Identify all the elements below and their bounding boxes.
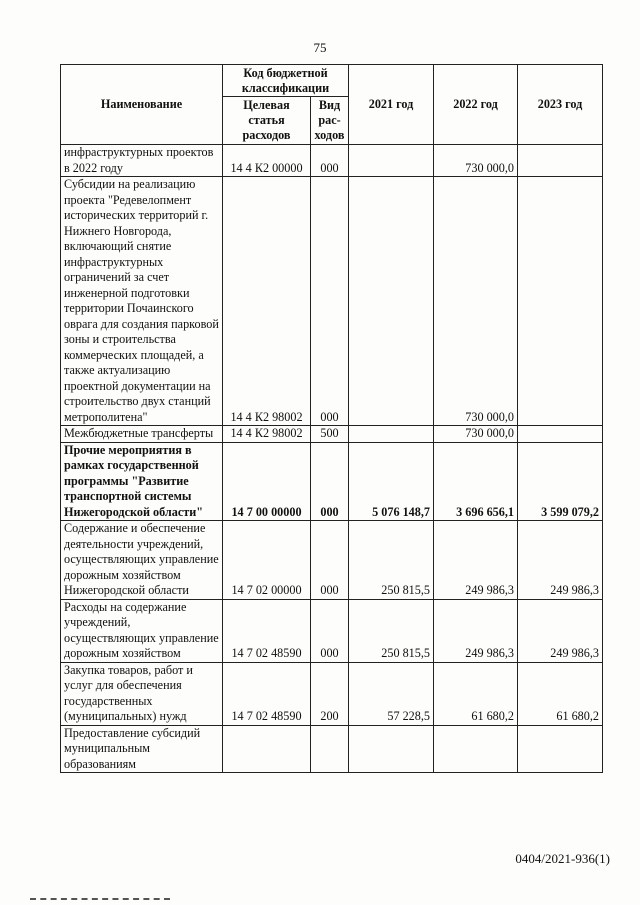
- row-2021: [349, 426, 434, 443]
- row-2021: 5 076 148,7: [349, 442, 434, 521]
- row-code: 14 4 К2 00000: [223, 145, 311, 177]
- header-expense-type: Вид рас-ходов: [311, 97, 349, 145]
- row-vid: 000: [311, 177, 349, 426]
- row-2022: 3 696 656,1: [434, 442, 518, 521]
- row-code: 14 4 К2 98002: [223, 426, 311, 443]
- row-2022: 730 000,0: [434, 426, 518, 443]
- row-2021: [349, 725, 434, 773]
- row-vid: 000: [311, 442, 349, 521]
- row-2022: 249 986,3: [434, 599, 518, 662]
- row-vid: [311, 725, 349, 773]
- table-row: [61, 145, 603, 177]
- row-2023: [518, 145, 603, 177]
- row-2021: [349, 145, 434, 177]
- table-row: [61, 725, 603, 773]
- row-2021: [349, 177, 434, 426]
- row-2023: 61 680,2: [518, 662, 603, 725]
- row-name: Субсидии на реализацию проекта "Редевелопмент исторических территорий г. Нижнего Новгорода, включающий снятие инфраструктурных ограничений за счет инженерной подготовки территории Почаинского оврага для создания парковой зоны и строительства коммерческих площадей, а также актуализацию проектной документации на строительство двух станций метрополитена": [61, 177, 223, 426]
- row-name: Прочие мероприятия в рамках государственной программы "Развитие транспортной системы Нижегородской области": [61, 442, 223, 521]
- header-name: Наименование: [61, 65, 223, 145]
- row-code: 14 7 00 00000: [223, 442, 311, 521]
- row-vid: 500: [311, 426, 349, 443]
- header-2021: 2021 год: [349, 65, 434, 145]
- row-vid: 000: [311, 599, 349, 662]
- row-code: 14 7 02 48590: [223, 662, 311, 725]
- header-2022: 2022 год: [434, 65, 518, 145]
- row-2021: 250 815,5: [349, 521, 434, 600]
- row-name: Содержание и обеспечение деятельности учреждений, осуществляющих управление дорожным хозяйством Нижегородской области: [61, 521, 223, 600]
- header-row: [61, 65, 603, 97]
- row-code: 14 7 02 48590: [223, 599, 311, 662]
- budget-table: [60, 64, 603, 773]
- row-2021: 57 228,5: [349, 662, 434, 725]
- row-2022: [434, 725, 518, 773]
- table-row: [61, 521, 603, 600]
- table-row: [61, 662, 603, 725]
- row-vid: 200: [311, 662, 349, 725]
- row-name: Предоставление субсидий муниципальным образованиям: [61, 725, 223, 773]
- row-2023: [518, 177, 603, 426]
- page-number: 75: [313, 40, 327, 55]
- row-2022: 730 000,0: [434, 145, 518, 177]
- row-2022: 249 986,3: [434, 521, 518, 600]
- row-2023: [518, 725, 603, 773]
- row-2023: 3 599 079,2: [518, 442, 603, 521]
- row-name: Закупка товаров, работ и услуг для обеспечения государственных (муниципальных) нужд: [61, 662, 223, 725]
- row-2021: 250 815,5: [349, 599, 434, 662]
- row-2023: [518, 426, 603, 443]
- table-row: [61, 442, 603, 521]
- row-code: [223, 725, 311, 773]
- row-code: 14 4 К2 98002: [223, 177, 311, 426]
- document-code: 0404/2021-936(1): [515, 851, 610, 866]
- row-name: Межбюджетные трансферты: [61, 426, 223, 443]
- row-2022: 730 000,0: [434, 177, 518, 426]
- table-row: [61, 599, 603, 662]
- row-2023: 249 986,3: [518, 599, 603, 662]
- row-vid: 000: [311, 521, 349, 600]
- row-code: 14 7 02 00000: [223, 521, 311, 600]
- header-code-group: Код бюджетной классификации: [223, 65, 349, 97]
- table-row: [61, 426, 603, 443]
- row-2022: 61 680,2: [434, 662, 518, 725]
- row-name: инфраструктурных проектов в 2022 году: [61, 145, 223, 177]
- page-edge-mark: [30, 898, 170, 903]
- table-row: [61, 177, 603, 426]
- row-2023: 249 986,3: [518, 521, 603, 600]
- row-vid: 000: [311, 145, 349, 177]
- header-target-article: Целевая статья расходов: [223, 97, 311, 145]
- header-2023: 2023 год: [518, 65, 603, 145]
- row-name: Расходы на содержание учреждений, осуществляющих управление дорожным хозяйством: [61, 599, 223, 662]
